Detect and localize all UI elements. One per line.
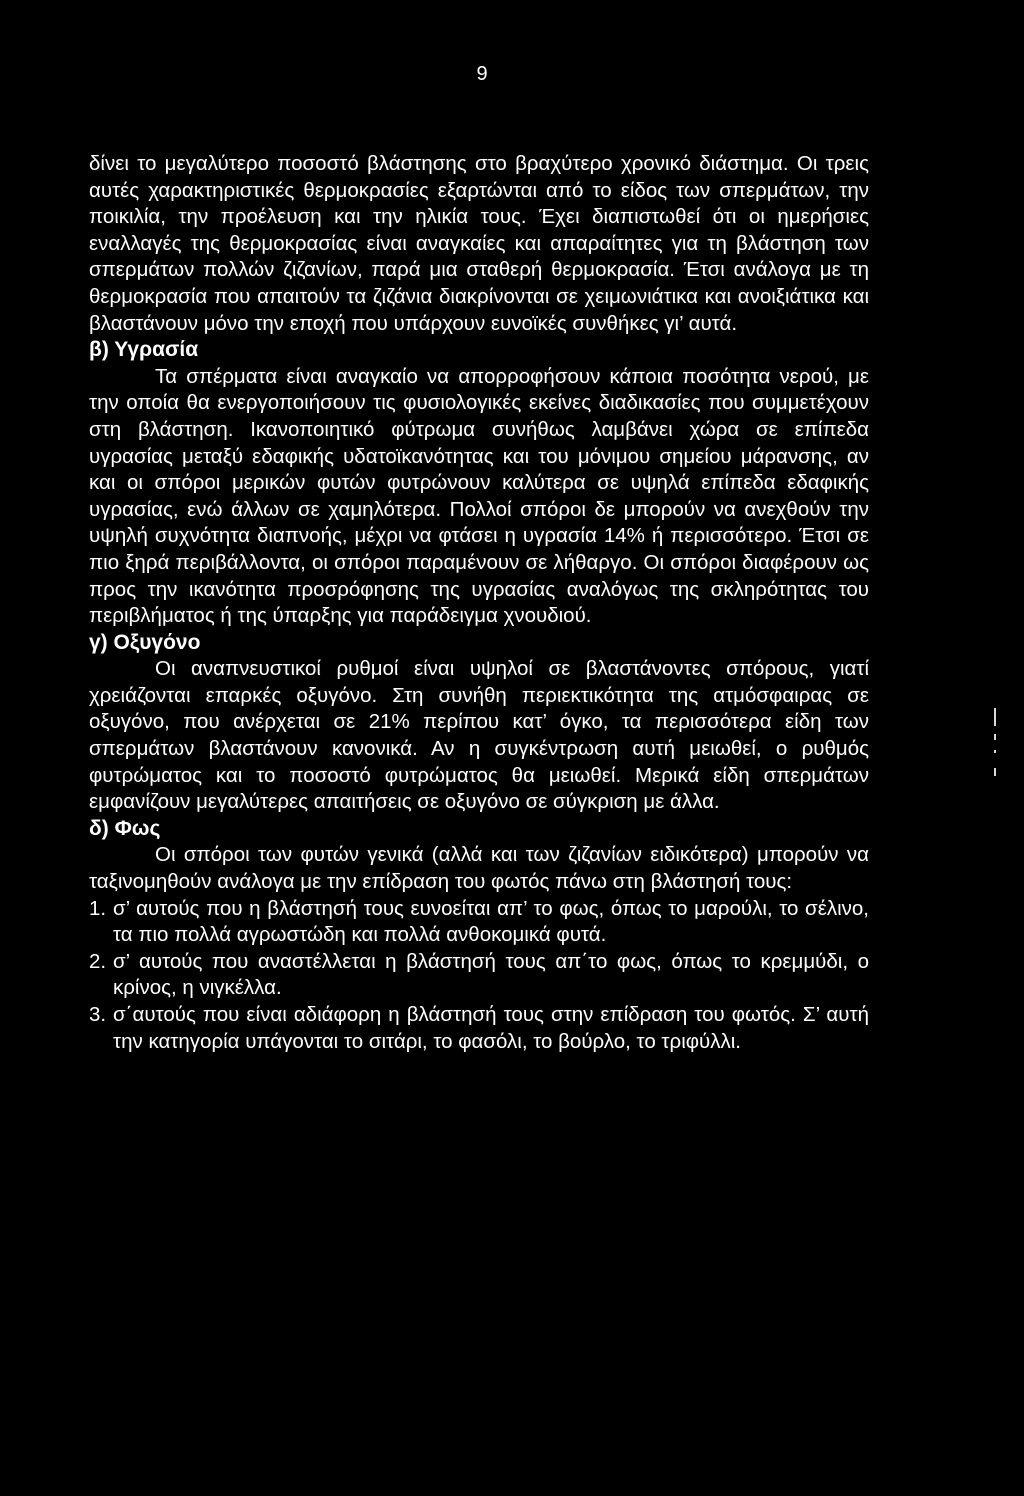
scan-artifact-marks: [994, 708, 996, 778]
section-paragraph-oxygen: Οι αναπνευστικοί ρυθμοί είναι υψηλοί σε βλαστάνοντες σπόρους, γιατί χρειάζονται επαρκές οξυγόνο. Στη συνήθη περιεκτικότητα της ατμόσφαιρας σε οξυγόνο, που ανέρχεται σε 21% περίπου κατ’ όγκο, τα περισσότερα είδη των σπερμάτων βλαστάνουν κανονικά. Αν η συγκέντρωση αυτή μειωθεί, ο ρυθμός φυτρώματος και το ποσοστό φυτρώματος θα μειωθεί. Μερικά είδη σπερμάτων εμφανίζουν μεγαλύτερες απαιτήσεις σε οξυγόνο σε σύγκριση με άλλα.: [89, 657, 869, 814]
scan-mark: [994, 768, 996, 776]
list-item-number: 3.: [89, 1003, 107, 1026]
section-paragraph-light: Οι σπόροι των φυτών γενικά (αλλά και των ζιζανίων ειδικότερα) μπορούν να ταξινομηθούν ανάλογα με την επίδραση του φωτός πάνω στη βλάστησή τους:: [89, 843, 869, 894]
scan-mark: [994, 734, 996, 740]
list-item-number: 1.: [89, 896, 107, 920]
list-item-text: σ΄αυτούς που είναι αδιάφορη η βλάστησή τους στην επίδραση του φωτός. Σ’ αυτή την κατηγορία υπάγονται το σιτάρι, το φασόλι, το βούρλο, το τριφύλλι.: [113, 1003, 869, 1053]
intro-paragraph: δίνει το μεγαλύτερο ποσοστό βλάστησης στο βραχύτερο χρονικό διάστημα. Οι τρεις αυτές χαρακτηριστικές θερμοκρασίες εξαρτώνται από το είδος των σπερμάτων, την ποικιλία, την προέλευση και την ηλικία τους. Έχει διαπιστωθεί ότι οι ημερήσιες εναλλαγές της θερμοκρασίας είναι αναγκαίες και απαραίτητες για τη βλάστηση των σπερμάτων πολλών ζιζανίων, παρά μια σταθερή θερμοκρασία. Έτσι ανάλογα με τη θερμοκρασία που απαιτούν τα ζιζάνια διακρίνονται σε χειμωνιάτικα και ανοιξιάτικα και βλαστάνουν μόνο την εποχή που υπάρχουν ευνοϊκές συνθήκες γι’ αυτά.: [89, 152, 869, 335]
document-body: [89, 151, 869, 1055]
section-heading-moisture: β) Υγρασία: [89, 338, 199, 362]
section-oxygen: [89, 630, 869, 816]
list-item: [89, 949, 869, 1002]
list-item-text: σ’ αυτούς που αναστέλλεται η βλάστησή τους απ΄το φως, όπως το κρεμμύδι, ο κρίνος, η νιγκέλλα.: [113, 949, 869, 1000]
list-item: [89, 896, 869, 949]
list-item-text: σ’ αυτούς που η βλάστησή τους ευνοείται απ’ το φως, όπως το μαρούλι, το σέλινο, τα πιο πολλά αγρωστώδη και πολλά ανθοκομικά φυτά.: [113, 896, 869, 947]
section-light: [89, 816, 869, 1055]
list-item-number: 2.: [89, 949, 107, 973]
section-heading-light: δ) Φως: [89, 816, 161, 840]
scan-mark: [994, 750, 996, 753]
section-heading-oxygen: γ) Οξυγόνο: [89, 630, 201, 654]
light-classification-list: [89, 896, 869, 1056]
page-number: 9: [476, 63, 488, 85]
section-moisture: [89, 337, 869, 630]
section-paragraph-moisture: Τα σπέρματα είναι αναγκαίο να απορροφήσουν κάποια ποσότητα νερού, με την οποία θα ενεργοποιήσουν τις φυσιολογικές εκείνες διαδικασίες που συμμετέχουν στη βλάστηση. Ικανοποιητικό φύτρωμα συνήθως λαμβάνει χώρα σε επίπεδα υγρασίας μεταξύ εδαφικής υδατοϊκανότητας και του μόνιμου σημείου μάρανσης, αν και οι σπόροι μερικών φυτών φυτρώνουν καλύτερα σε υψηλά επίπεδα εδαφικής υγρασίας, ενώ άλλων σε χαμηλότερα. Πολλοί σπόροι δε μπορούν να ανεχθούν την υψηλή συχνότητα διαπνοής, μέχρι να φτάσει η υγρασία 14% ή περισσότερο. Έτσι σε πιο ξηρά περιβάλλοντα, οι σπόροι παραμένουν σε λήθαργο. Οι σπόροι διαφέρουν ως προς την ικανότητα προσρόφησης της υγρασίας αναλόγως της σκληρότητας του περιβλήματος ή της ύπαρξης για παράδειγμα χνουδιού.: [89, 364, 869, 628]
scan-mark: [994, 708, 996, 726]
list-item: [89, 1002, 869, 1055]
